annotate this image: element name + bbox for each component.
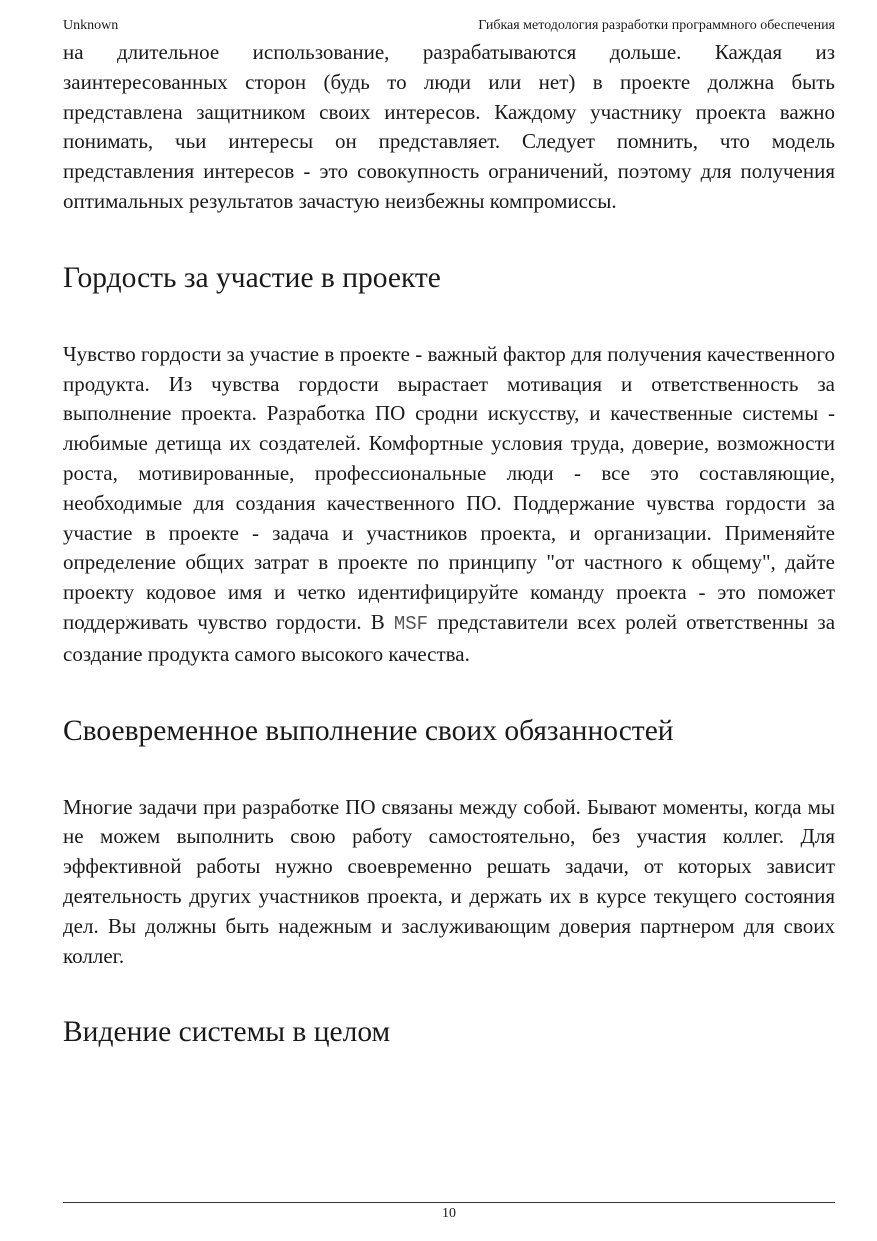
page-number: 10 [442, 1206, 456, 1221]
paragraph-pride-text-1: Чувство гордости за участие в проекте - важный фактор для получения качественного продукта. Из чувства гордости вырастает мотивация и ответственность за выполнение проекта. Разработка ПО сродни искусству, и качественные системы - любимые детища их создателей. Комфортные условия труда, доверие, возможности роста, мотивированные, профессиональные люди - все это составляющие, необходимые для создания качественного ПО. Поддержание чувства гордости за участие в проекте - задача и участников проекта, и организации. Применяйте определение общих затрат в проекте по принципу "от частного к общему", дайте проекту кодовое имя и четко идентифицируйте команду проекта - это поможет поддерживать чувство гордости. В [63, 341, 835, 634]
header-author: Unknown [63, 18, 119, 33]
paragraph-pride [63, 340, 835, 670]
paragraph-timeliness: Многие задачи при разработке ПО связаны между собой. Бывают моменты, когда мы не можем выполнить свою работу самостоятельно, без участия коллег. Для эффективной работы нужно своевременно решать задачи, от которых зависит деятельность других участников проекта, и держать их в курсе текущего состояния дел. Вы должны быть надежным и заслуживающим доверия партнером для своих коллег. [63, 794, 835, 968]
section-heading-pride: Гордость за участие в проекте [63, 261, 441, 294]
section-heading-timeliness: Своевременное выполнение своих обязанностей [63, 714, 674, 747]
page-header [63, 16, 835, 36]
paragraph-pride-text-2: представители всех ролей ответственны за создание продукта самого высокого качества. [63, 609, 836, 666]
section-heading-system-vision: Видение системы в целом [63, 1016, 391, 1049]
paragraph-stakeholders: на длительное использование, разрабатываются дольше. Каждая из заинтересованных сторон (будь то люди или нет) в проекте должна быть представлена защитником своих интересов. Каждому участнику проекта важно понимать, чьи интересы он представляет. Следует помнить, что модель представления интересов - это совокупность ограничений, поэтому для получения оптимальных результатов зачастую неизбежны компромиссы. [63, 40, 835, 213]
msf-code-term: MSF [393, 612, 429, 635]
page-body [63, 38, 835, 1050]
footer-divider [63, 1202, 835, 1203]
header-title: Гибкая методология разработки программного обеспечения [478, 18, 835, 33]
